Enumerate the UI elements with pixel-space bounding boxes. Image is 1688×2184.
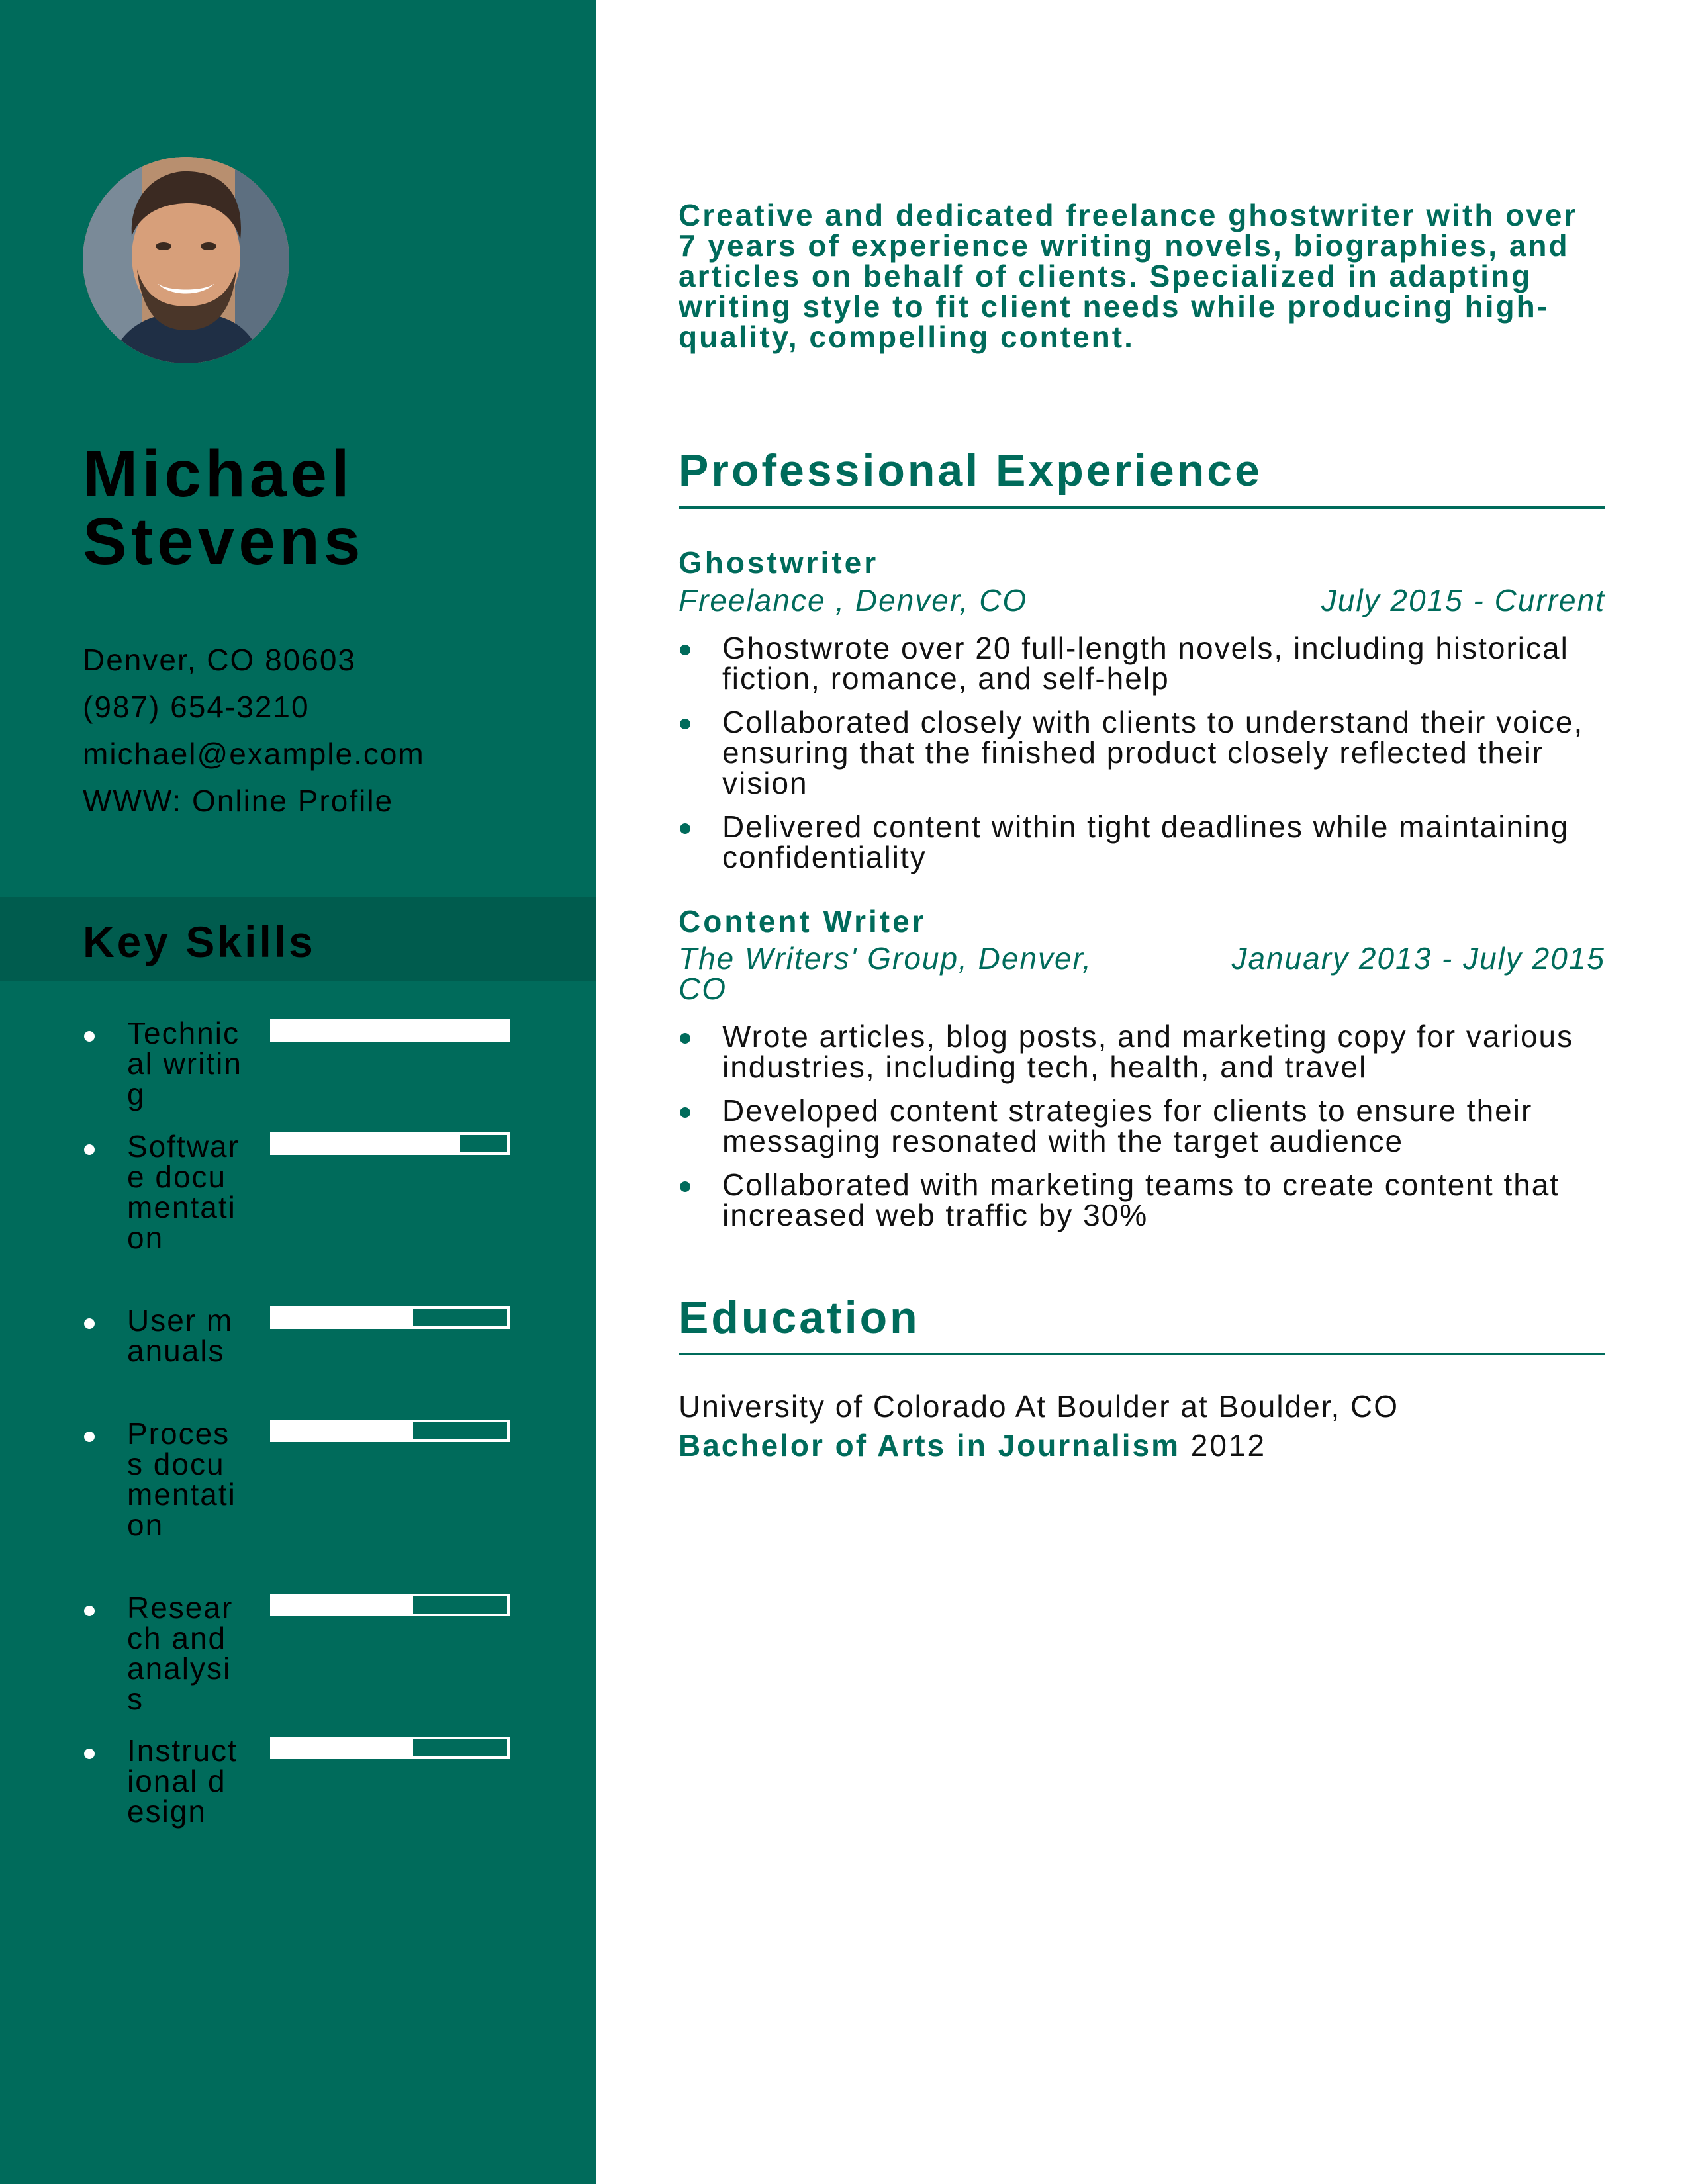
- bullet-icon: [680, 1107, 690, 1118]
- bullet-icon: [84, 1144, 95, 1155]
- skill-label: Technical writing: [127, 1016, 242, 1111]
- skills-title: Key Skills: [83, 917, 316, 966]
- skill-level-fill: [273, 1022, 507, 1039]
- bullet-icon: [680, 1181, 690, 1192]
- education-degree-line: [679, 1428, 1266, 1463]
- bullet-text: Collaborated with marketing teams to create content that increased web traffic by 30%: [722, 1167, 1560, 1232]
- bullet-text: Wrote articles, blog posts, and marketing copy for various industries, including tech, health, and travel: [722, 1019, 1574, 1084]
- education-school: University of Colorado At Boulder at Boulder, CO: [679, 1389, 1399, 1424]
- education-degree: Bachelor of Arts in Journalism: [679, 1428, 1180, 1463]
- profile-photo: [83, 157, 289, 363]
- list-item: [679, 633, 1605, 694]
- skill-label: Instructional design: [127, 1733, 238, 1829]
- skill-label: Software documentation: [127, 1129, 240, 1255]
- list-item: [679, 1095, 1605, 1156]
- job-dates: January 2013 - July 2015: [1231, 941, 1605, 976]
- job-company: The Writers' Group, Denver, CO: [679, 941, 1093, 1006]
- job-company: Freelance , Denver, CO: [679, 583, 1028, 617]
- list-item: [679, 811, 1605, 872]
- contact-phone[interactable]: (987) 654-3210: [83, 690, 310, 724]
- experience-section-title: Professional Experience: [679, 445, 1262, 496]
- skill-level-bar: [270, 1594, 510, 1616]
- bullet-icon: [84, 1749, 95, 1759]
- skill-level-fill: [273, 1739, 413, 1756]
- skill-level-bar: [270, 1420, 510, 1442]
- first-name: Michael: [83, 437, 353, 511]
- list-item: [679, 1169, 1605, 1230]
- job-title: Ghostwriter: [679, 545, 879, 580]
- skill-label: User manuals: [127, 1303, 234, 1368]
- skill-label: Research and analysis: [127, 1590, 234, 1716]
- skill-label: Process documentation: [127, 1416, 236, 1542]
- contact-info: [83, 637, 586, 825]
- skill-level-bar: [270, 1132, 510, 1155]
- avatar-photo-icon: [83, 157, 289, 363]
- bullet-text: Delivered content within tight deadlines while maintaining confidentiality: [722, 809, 1570, 874]
- skill-level-bar: [270, 1019, 510, 1042]
- job-dates: July 2015 - Current: [1321, 583, 1605, 617]
- bullet-icon: [84, 1432, 95, 1442]
- section-divider: [679, 1353, 1605, 1355]
- last-name: Stevens: [83, 504, 365, 578]
- bullet-icon: [680, 645, 690, 655]
- education-section-title: Education: [679, 1293, 920, 1343]
- bullet-text: Collaborated closely with clients to understand their voice, ensuring that the finished product closely reflected their vision: [722, 705, 1584, 800]
- section-divider: [679, 506, 1605, 509]
- bullet-text: Developed content strategies for clients to ensure their messaging resonated with the target audience: [722, 1093, 1533, 1158]
- contact-email[interactable]: michael@example.com: [83, 737, 425, 771]
- education-year: 2012: [1190, 1428, 1267, 1463]
- job-title: Content Writer: [679, 904, 927, 938]
- skill-level-fill: [273, 1309, 413, 1326]
- bullet-text: Ghostwrote over 20 full-length novels, including historical fiction, romance, and self-help: [722, 631, 1569, 696]
- job-bullets: [679, 1021, 1605, 1244]
- job-meta: [679, 943, 1605, 1004]
- list-item: [679, 1021, 1605, 1082]
- contact-location: Denver, CO 80603: [83, 643, 357, 677]
- bullet-icon: [680, 719, 690, 729]
- skill-level-fill: [273, 1135, 460, 1152]
- job-meta: [679, 585, 1605, 615]
- contact-website[interactable]: WWW: Online Profile: [83, 784, 394, 818]
- skill-level-bar: [270, 1306, 510, 1329]
- sidebar: [0, 0, 596, 2184]
- skill-level-fill: [273, 1422, 413, 1439]
- bullet-icon: [84, 1606, 95, 1616]
- person-name: [83, 437, 573, 578]
- bullet-icon: [680, 1033, 690, 1044]
- skill-level-fill: [273, 1596, 413, 1614]
- bullet-icon: [84, 1318, 95, 1329]
- job-bullets: [679, 633, 1605, 886]
- list-item: [679, 707, 1605, 798]
- bullet-icon: [84, 1031, 95, 1042]
- bullet-icon: [680, 823, 690, 834]
- professional-summary: Creative and dedicated freelance ghostwriter with over 7 years of experience writing novels, biographies, and articles on behalf of clients. Specialized in adapting writing style to fit client needs while producing high-quality, compelling content.: [679, 198, 1578, 354]
- skill-level-bar: [270, 1737, 510, 1759]
